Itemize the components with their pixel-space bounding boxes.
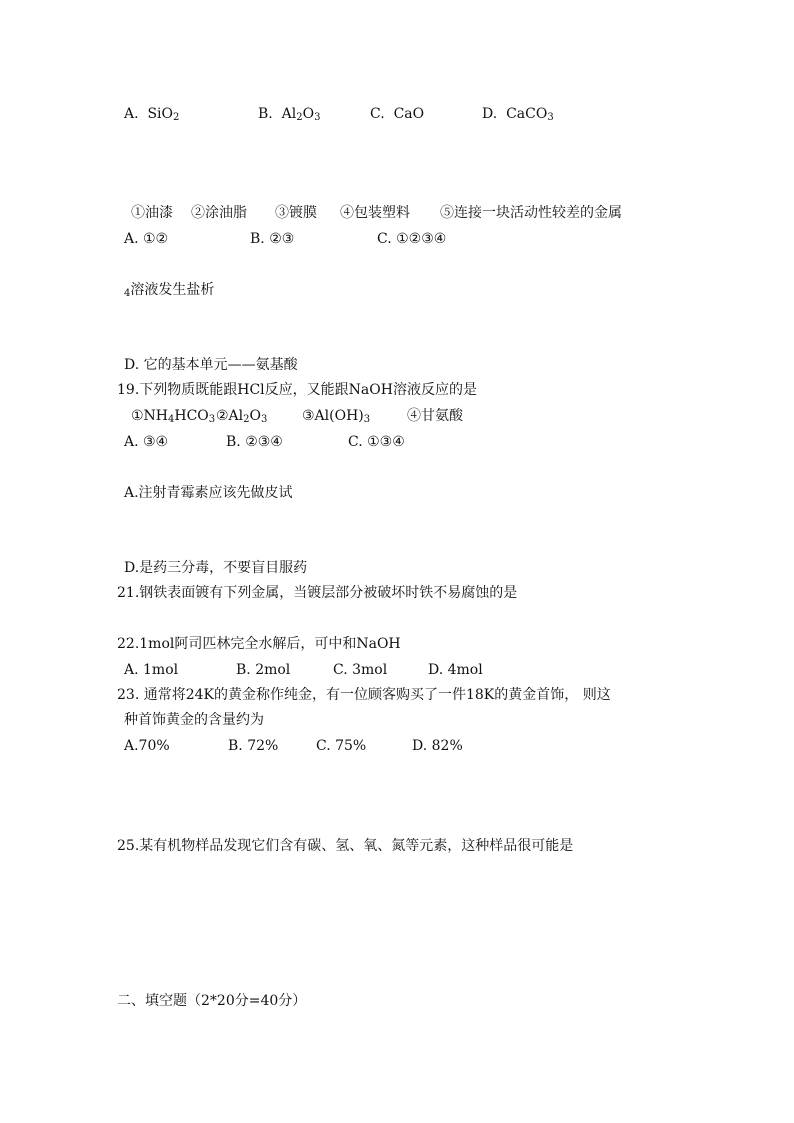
q23-stem-line-2: 种首饰黄金的含量约为 xyxy=(124,712,264,728)
q19-item-4: ④甘氨酸 xyxy=(407,408,463,424)
q20-option-d: D.是药三分毒，不要盲目服药 xyxy=(124,560,308,576)
q-corrosion-item-4: ④包装塑料 xyxy=(340,205,410,221)
q22-option-c: C. 3mol xyxy=(333,662,388,678)
q-corrosion-option-c: C. ①②③④ xyxy=(377,231,447,247)
fragment-salting: 4溶液发生盐析 xyxy=(124,282,215,299)
q20-option-a: A.注射青霉素应该先做皮试 xyxy=(124,485,293,501)
q19-item-3: ③Al(OH)3 xyxy=(302,408,371,425)
q-prev-option-d: D. CaCO3 xyxy=(482,106,554,123)
q-corrosion-item-3: ③镀膜 xyxy=(275,205,317,221)
section-2-title: 二、填空题（2*20分=40分） xyxy=(117,993,307,1009)
q19-stem: 19.下列物质既能跟HCl反应，又能跟NaOH溶液反应的是 xyxy=(117,382,477,398)
q25-stem: 25.某有机物样品发现它们含有碳、氢、氧、氮等元素，这种样品很可能是 xyxy=(117,838,574,854)
q19-option-a: A. ③④ xyxy=(124,434,169,450)
q-corrosion-item-2: ②涂油脂 xyxy=(191,205,247,221)
q-prev-option-c: C. CaO xyxy=(370,106,425,122)
q23-stem-line-1: 23. 通常将24K的黄金称作纯金，有一位顾客购买了一件18K的黄金首饰， 则这 xyxy=(117,687,611,703)
q22-stem: 22.1mol阿司匹林完全水解后，可中和NaOH xyxy=(117,636,401,652)
q-corrosion-option-b: B. ②③ xyxy=(250,231,295,247)
q23-option-c: C. 75% xyxy=(316,738,367,754)
q23-option-b: B. 72% xyxy=(228,738,279,754)
q-corrosion-item-5: ⑤连接一块活动性较差的金属 xyxy=(440,205,622,221)
q-prev-option-b: B. Al2O3 xyxy=(258,106,321,123)
q23-option-d: D. 82% xyxy=(412,738,463,754)
q22-option-a: A. 1mol xyxy=(124,662,179,678)
q23-option-a: A.70% xyxy=(124,738,170,754)
fragment-protein-option-d: D. 它的基本单元——氨基酸 xyxy=(124,357,298,373)
q19-option-c: C. ①③④ xyxy=(348,434,405,450)
q-corrosion-option-a: A. ①② xyxy=(124,231,169,247)
q-prev-option-a: A. SiO2 xyxy=(124,106,180,123)
q22-option-d: D. 4mol xyxy=(428,662,483,678)
q19-item-2: ②Al2O3 xyxy=(216,408,268,425)
q19-item-1: ①NH4HCO3 xyxy=(131,408,216,425)
q19-option-b: B. ②③④ xyxy=(226,434,283,450)
q-corrosion-item-1: ①油漆 xyxy=(131,205,173,221)
q22-option-b: B. 2mol xyxy=(236,662,291,678)
q21-stem: 21.钢铁表面镀有下列金属，当镀层部分被破坏时铁不易腐蚀的是 xyxy=(117,585,518,601)
